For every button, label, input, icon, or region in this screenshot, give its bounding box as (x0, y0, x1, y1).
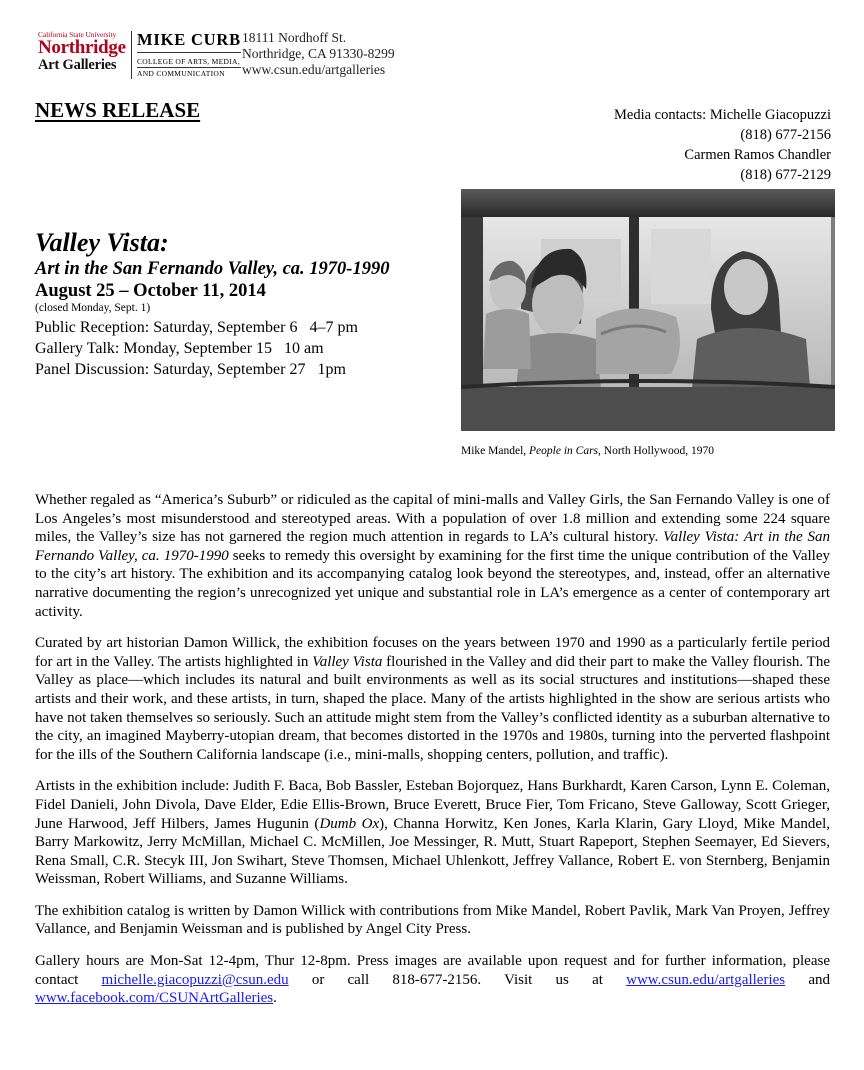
address-city: Northridge, CA 91330-8299 (242, 46, 395, 61)
contact-email-link[interactable]: michelle.giacopuzzi@csun.edu (101, 971, 289, 988)
paragraph-hours-text-d: . (273, 990, 277, 1007)
caption-title: People in Cars (529, 445, 599, 457)
paragraph-intro-text-b: seeks to remedy this oversight by examining for the first time the unique contribution of the Valley to the city’s art history. The exhibition and its accompanying catalog look beyond the stereotypes, and, instead, offer an alternative narrative documenting the region’s unrecognized yet unique and substantial role in LA’s emergence as a center of contemporary art activity. (35, 547, 830, 620)
paragraph-curator-text-a: Curated by art historian Damon Willick, the exhibition focuses on the years between 1970 and 1990 as a particularly fertile period for art in the Valley. The artists highlighted in (35, 635, 830, 670)
letterhead-address (242, 30, 395, 78)
closed-note: (closed Monday, Sept. 1) (35, 302, 151, 314)
media-contact-label: Media contacts: Michelle Giacopuzzi (613, 107, 831, 123)
curb-name: MIKE CURB (137, 31, 241, 53)
paragraph-hours-text-a: Gallery hours are Mon-Sat 12-4pm, Thur 12-8pm. Press images are available upon request and for further information, please contact (35, 953, 830, 988)
csun-logo (38, 30, 130, 74)
paragraph-artists-text-a: Artists in the exhibition include: Judith F. Baca, Bob Bassler, Esteban Bojorquez, Hans Burkhardt, Karen Carson, Lynn E. Coleman, Fidel Danieli, John Divola, Dave Elder, Edie Ellis-Brown, Bruce Everett, Bruce Fier, Tom Fricano, Steve Galloway, Scott Grieger, June Harwood, Jeff Hilbers, James Hugunin ( (35, 778, 830, 832)
exhibition-dates: August 25 – October 11, 2014 (35, 281, 266, 301)
paragraph-curator (35, 634, 830, 764)
curb-college-logo (131, 31, 241, 79)
address-street: 18111 Nordhoff St. (242, 30, 347, 45)
people-in-cars-photo (461, 189, 835, 431)
paragraph-intro (35, 491, 830, 621)
caption-location-year: , North Hollywood, 1970 (598, 445, 714, 457)
exhibition-subtitle: Art in the San Fernando Valley, ca. 1970-1990 (35, 259, 390, 279)
media-contact-phone-1: (818) 677-2156 (740, 127, 831, 143)
paragraph-hours-text-c: and (785, 971, 830, 988)
paragraph-catalog: The exhibition catalog is written by Damon Willick with contributions from Mike Mandel, Robert Pavlik, Mark Van Proyen, Jeffrey Vallance, and Benjamin Weissman and is published by Angel City Press. (35, 902, 830, 938)
event-details (35, 228, 455, 380)
facebook-link[interactable]: www.facebook.com/CSUNArtGalleries (35, 990, 274, 1007)
paragraph-curator-title: Valley Vista (312, 653, 383, 670)
public-reception: Public Reception: Saturday, September 6 4–7 pm (35, 319, 358, 336)
paragraph-artists-text-b: ), Channa Horwitz, Ken Jones, Karla Klarin, Gary Lloyd, Mike Mandel, Barry Markowitz, Jerry McMillan, Michael C. McMillen, Joe Messinger, R. Mutt, Stuart Rapeport, Stephen Seemayer, Ed Sievers, Rena Small, C.R. Stecyk III, Jon Swihart, Steve Thomsen, Michael Uhlenkott, Jeffrey Vallance, Robert E. von Sternberg, Benjamin Weissman, Robert Williams, and Suzanne Williams. (35, 815, 830, 888)
paragraph-hours (35, 952, 830, 1008)
paragraph-hours-text-b: or call 818-677-2156. Visit us at (288, 971, 627, 988)
college-line-2: AND COMMUNICATION (137, 67, 241, 79)
media-contact-phone-2: (818) 677-2129 (740, 167, 831, 183)
photo-caption (461, 445, 714, 457)
campus-name: Northridge (38, 37, 126, 58)
paragraph-intro-title: Valley Vista: Art in the San Fernando Valley, ca. 1970-1990 (35, 529, 830, 564)
paragraph-artists-italic: Dumb Ox (319, 815, 380, 832)
paragraph-intro-text-a: Whether regaled as “America’s Suburb” or ridiculed as the capital of mini-malls and Valley Girls, the San Fernando Valley is one of Los Angeles’s most misunderstood and stereotyped areas. With a population of over 1.8 million and extending some 224 square miles, the Valley’s size has not garnered the region much attention in regards to LA’s cultural history. (35, 492, 830, 546)
press-release-body (35, 491, 830, 1021)
media-contact-name-2: Carmen Ramos Chandler (684, 147, 831, 163)
panel-discussion: Panel Discussion: Saturday, September 27 1pm (35, 361, 346, 378)
gallery-name: Art Galleries (38, 57, 117, 73)
paragraph-curator-text-b: flourished in the Valley and did their part to make the Valley flourish. The Valley as place—which includes its natural and built environments as well as its social structures and institutions—shaped these artists and their work, and these artists, in turn, shaped the place. Many of the artists highlighted in the show are serious artists who have not taken themselves so seriously. Such an attitude might stem from the Valley’s conflicted identity as a suburban alternative to the city, an imagined Mayberry-utopian dream, that becomes distorted in the 1970s and 1980s, turning into the perverted flashpoint for the ills of the Southern California landscape (i.e., mini-malls, shopping centers, pollution, and traffic). (35, 653, 830, 763)
website-link[interactable]: www.csun.edu/artgalleries (626, 971, 786, 988)
news-release-heading: NEWS RELEASE (35, 98, 201, 122)
exhibition-title: Valley Vista: (35, 228, 169, 257)
address-website: www.csun.edu/artgalleries (242, 62, 386, 77)
caption-artist: Mike Mandel, (461, 445, 527, 457)
college-line-1: COLLEGE OF ARTS, MEDIA, (137, 57, 240, 66)
gallery-talk: Gallery Talk: Monday, September 15 10 am (35, 340, 324, 357)
paragraph-artists (35, 777, 830, 889)
media-contacts (614, 105, 831, 185)
university-name: California State University (38, 30, 117, 39)
